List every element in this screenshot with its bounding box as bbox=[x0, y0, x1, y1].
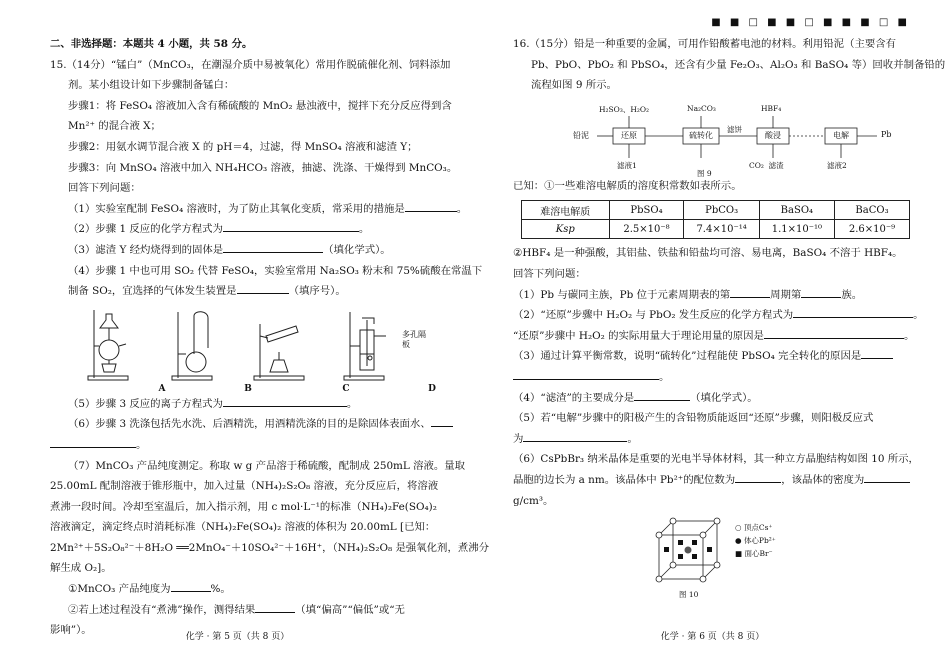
q15-7: （7）MnCO₃ 产品纯度测定。称取 w g 产品溶于稀硫酸，配制成 250mL 溶液。量取 bbox=[68, 459, 466, 472]
q16-5-cont: 为 。 bbox=[513, 429, 910, 450]
flow-box-label: 硫转化 bbox=[689, 130, 713, 140]
page-marks: ■ ■ □ ■ ■ □ ■ ■ ■ □ ■ bbox=[711, 17, 910, 28]
q15-6: （6）步骤 3 洗涤包括先水洗、后酒精洗，用酒精洗涤的目的是除固体表面水、 bbox=[50, 414, 461, 435]
q15-3: （3）滤渣 Y 经灼烧得到的固体是 （填化学式）。 bbox=[50, 240, 461, 261]
flow-reagent: H₂SO₃、H₂O₂ bbox=[599, 104, 650, 114]
ksp-value: 7.4×10⁻¹⁴ bbox=[684, 220, 759, 239]
known-1: 已知：①一些难溶电解质的溶度积常数如表所示。 bbox=[513, 179, 742, 192]
flow-start: 铅泥 bbox=[573, 130, 589, 140]
q15-4: （4）步骤 1 中也可用 SO₂ 代替 FeSO₄，实验室常用 Na₂SO₃ 粉末和 75%硫酸在常温下 bbox=[68, 264, 483, 277]
ksp-header: PbCO₃ bbox=[684, 201, 759, 220]
apparatus-c-drawing bbox=[250, 306, 314, 382]
ksp-value: 1.1×10⁻¹⁰ bbox=[759, 220, 834, 239]
ksp-header: BaCO₃ bbox=[835, 201, 910, 220]
unit-cell-legend bbox=[735, 521, 776, 560]
unit-cell-figure bbox=[513, 513, 910, 599]
q15-4-cont: 制备 SO₂，宜选择的气体发生装置是 （填序号）。 bbox=[50, 281, 461, 302]
legend-body-center: ● 体心Pb²⁺ bbox=[735, 536, 776, 546]
q15-7-line: 煮沸一段时间。冷却至室温后，加入指示剂，用 c mol·L⁻¹的标准（NH₄)₂Fe(SO₄)₂ bbox=[50, 500, 437, 513]
apparatus-label-c: C bbox=[342, 383, 350, 394]
apparatus-b bbox=[170, 306, 252, 394]
q15-1: （1）实验室配制 FeSO₄ 溶液时，为了防止其氧化变质，常采用的措施是 。 bbox=[50, 199, 461, 220]
flow-output: 滤液1 bbox=[617, 160, 637, 170]
apparatus-a bbox=[84, 306, 166, 394]
q15-2: （2）步骤 1 反应的化学方程式为 。 bbox=[50, 219, 461, 240]
apparatus-figure bbox=[50, 306, 461, 392]
page-footer-left: 化学 · 第 5 页（共 8 页） bbox=[185, 632, 290, 642]
legend-face-center: ■ 面心Br⁻ bbox=[735, 549, 773, 559]
q15-7-equation: 2Mn²⁺＋5S₂O₈²⁻＋8H₂O ══2MnO₄⁻＋10SO₄²⁻＋16H⁺，（NH₄)₂S₂O₈ 是强氧化剂，煮沸分 bbox=[50, 541, 490, 554]
answer-intro: 回答下列问题： bbox=[68, 182, 141, 195]
q16-line: 16.（15分）铅是一种重要的金属，可用作铅酸蓄电池的材料。利用铅泥（主要含有 bbox=[513, 38, 897, 50]
q16-4: （4）“滤渣”的主要成分是 （填化学式）。 bbox=[513, 388, 910, 409]
flow-output: 滤液2 bbox=[827, 160, 847, 170]
apparatus-a-drawing bbox=[84, 306, 136, 382]
known-2: ②HBF₄ 是一种强酸，其铝盐、铁盐和铅盐均可溶、易电离，BaSO₄ 不溶于 HBF₄。 bbox=[513, 247, 903, 260]
q16-6-cont: 晶胞的边长为 a nm。该晶体中 Pb²⁺的配位数为 ，该晶体的密度为 bbox=[513, 470, 910, 491]
q15-5: （5）步骤 3 反应的离子方程式为 。 bbox=[50, 394, 461, 415]
q15-step1-cont: Mn²⁺ 的混合液 X； bbox=[68, 120, 161, 133]
q15-7a: ①MnCO₃ 产品纯度为 %。 bbox=[50, 579, 461, 600]
porous-plate-label: 多孔隔板 bbox=[402, 329, 426, 349]
ksp-header: BaSO₄ bbox=[759, 201, 834, 220]
flow-box-label: 电解 bbox=[833, 130, 849, 140]
q16-2: （2）“还原”步骤中 H₂O₂ 与 PbO₂ 发生反应的化学方程式为 。 bbox=[513, 305, 910, 326]
q15-7-line: 25.00mL 配制溶液于锥形瓶中，加入过量（NH₄)₂S₂O₈ 溶液，充分反应后，将溶液 bbox=[50, 480, 439, 493]
ksp-table bbox=[521, 200, 910, 239]
ksp-header: 难溶电解质 bbox=[522, 201, 610, 220]
ksp-value-row bbox=[522, 220, 910, 239]
flow-reagent: Na₂CO₃ bbox=[687, 103, 716, 113]
legend-vertex: ○ 顶点Cs⁺ bbox=[735, 523, 773, 533]
unit-cell-drawing bbox=[653, 515, 723, 587]
q16-2-cont: “还原”步骤中 H₂O₂ 的实际用量大于理论用量的原因是 。 bbox=[513, 326, 910, 347]
unit-cell-caption: 图 10 bbox=[679, 590, 699, 600]
q16-6-unit: g/cm³。 bbox=[513, 494, 554, 507]
q16-3: （3）通过计算平衡常数，说明“硫转化”过程能使 PbSO₄ 完全转化的原因是 bbox=[513, 346, 910, 367]
apparatus-c bbox=[250, 306, 350, 394]
apparatus-d bbox=[342, 306, 438, 392]
flow-filter-cake: 滤饼 bbox=[727, 124, 742, 134]
apparatus-b-drawing bbox=[170, 306, 222, 382]
section-heading: 二、非选择题：本题共 4 小题，共 58 分。 bbox=[50, 38, 253, 50]
q15-6-cont: 。 bbox=[50, 435, 461, 456]
q16-1: （1）Pb 与碳同主族，Pb 位于元素周期表的第 周期第 族。 bbox=[513, 285, 910, 306]
ksp-header: PbSO₄ bbox=[609, 201, 684, 220]
q15-7-line: 解生成 O₂]。 bbox=[50, 562, 112, 575]
q15-line: 剂。某小组设计如下步骤制备锰白： bbox=[68, 79, 235, 92]
flow-end: Pb bbox=[881, 129, 892, 139]
q15-7-line: 溶液滴定，滴定终点时消耗标准（NH₄)₂Fe(SO₄)₂ 溶液的体积为 20.00mL [已知： bbox=[50, 521, 436, 534]
apparatus-label-d: D bbox=[428, 383, 436, 394]
q16-3-cont: 。 bbox=[513, 367, 910, 388]
flow-box-label: 还原 bbox=[621, 130, 637, 140]
page-footer-right: 化学 · 第 6 页（共 8 页） bbox=[660, 632, 765, 642]
q16-line: 流程如图 9 所示。 bbox=[531, 79, 617, 92]
q15-7b: ②若上述过程没有“煮沸”操作，测得结果 （填“偏高”“偏低”或“无 bbox=[50, 600, 461, 621]
q15-step2: 步骤2：用氨水调节混合液 X 的 pH＝4，过滤，得 MnSO₄ 溶液和滤渣 Y； bbox=[68, 140, 418, 153]
apparatus-label-b: B bbox=[244, 383, 252, 394]
answer-intro: 回答下列问题： bbox=[513, 267, 586, 280]
ksp-value: 2.6×10⁻⁹ bbox=[835, 220, 910, 239]
q16-5: （5）若“电解”步骤中的阳极产生的含铅物质能返回“还原”步骤，则阳极反应式 bbox=[513, 412, 874, 425]
q16-6: （6）CsPbBr₃ 纳米晶体是重要的光电半导体材料，其一种立方晶胞结构如图 10 所示， bbox=[513, 453, 919, 466]
apparatus-d-drawing bbox=[342, 306, 402, 382]
q15-step3: 步骤3：向 MnSO₄ 溶液中加入 NH₄HCO₃ 溶液，抽滤、洗涤、干燥得到 MnCO₃。 bbox=[68, 161, 458, 174]
ksp-header-row bbox=[522, 201, 910, 220]
flow-diagram bbox=[513, 102, 910, 176]
ksp-label: Ksp bbox=[522, 220, 610, 239]
q16-line: Pb、PbO、PbO₂ 和 PbSO₄，还含有少量 Fe₂O₃、Al₂O₃ 和 BaSO₄ 等）回收并制备铅的 bbox=[531, 58, 946, 71]
apparatus-label-a: A bbox=[158, 383, 166, 394]
q15-line: 15.（14分）“锰白”（MnCO₃，在潮湿介质中易被氧化）常用作脱硫催化剂、饲料添加 bbox=[50, 58, 451, 71]
ksp-value: 2.5×10⁻⁸ bbox=[609, 220, 684, 239]
right-page bbox=[475, 0, 950, 654]
q15-7b-cont: 影响”）。 bbox=[50, 624, 92, 637]
flow-reagent: HBF₄ bbox=[761, 103, 782, 113]
flow-box-label: 酸浸 bbox=[765, 130, 781, 140]
flow-caption: 图 9 bbox=[697, 168, 712, 178]
flow-output: CO₂ 滤渣 bbox=[749, 160, 784, 170]
q15-step1: 步骤1：将 FeSO₄ 溶液加入含有稀硫酸的 MnO₂ 悬浊液中，搅拌下充分反应得到含 bbox=[68, 99, 452, 112]
